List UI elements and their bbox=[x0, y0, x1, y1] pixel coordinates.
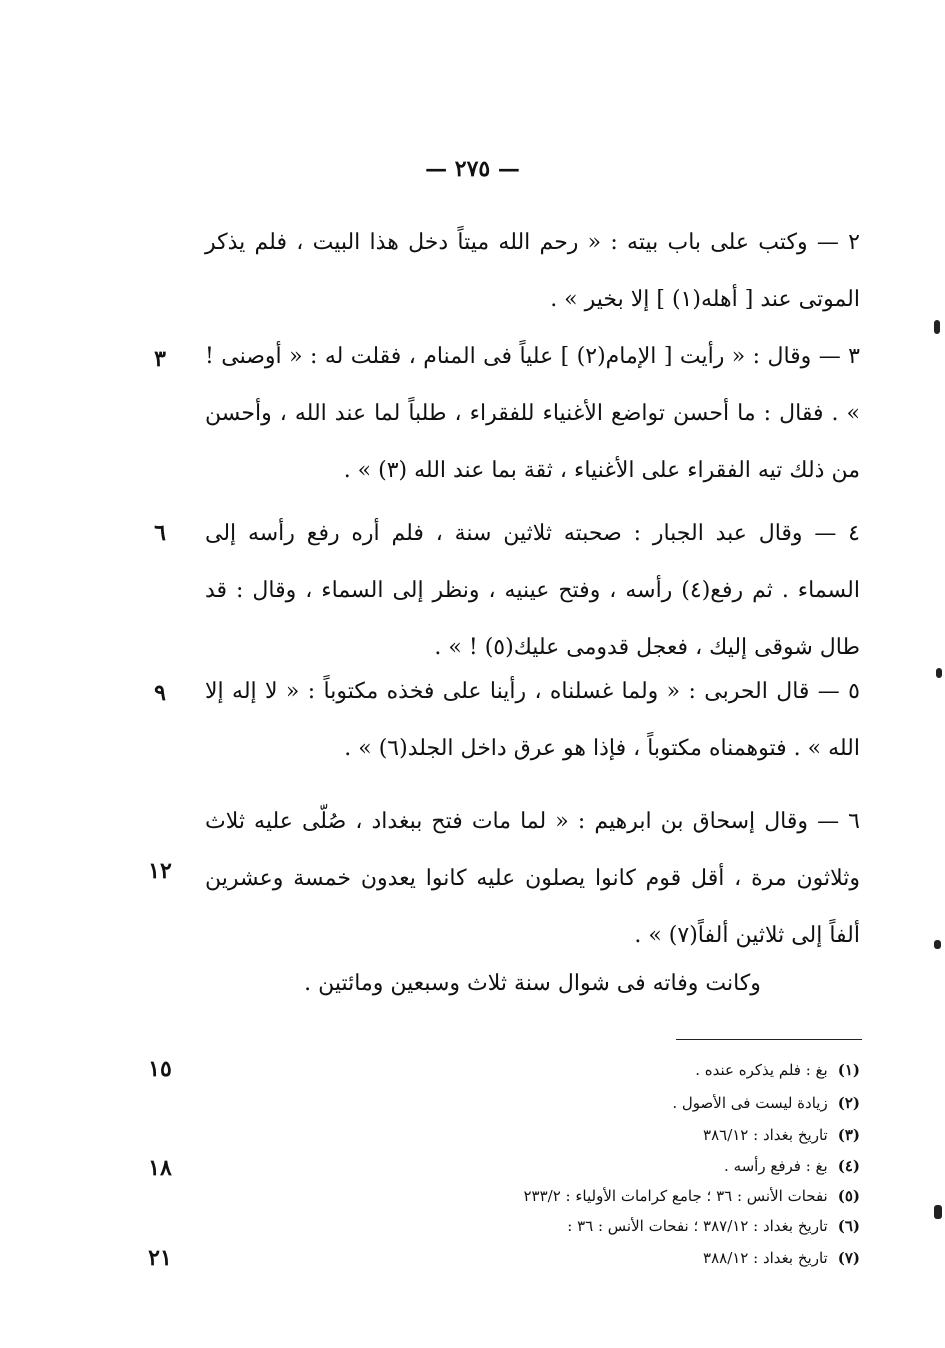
footnote-number: (٢) bbox=[837, 1094, 860, 1112]
page-number: — ٢٧٥ — bbox=[425, 156, 520, 182]
line-number-12: ١٢ bbox=[148, 858, 172, 884]
line-number-21: ٢١ bbox=[148, 1245, 172, 1271]
paragraph-6: ٦ — وقال إسحاق بن ابرهيم : « لما مات فتح ببغداد ، صُلّى عليه ثلاث وثلاثون مرة ، أقل قوم كانوا يصلون عليه كانوا يعدون خمسة وعشرين ألفاً إلى ثلاثين ألفاً(٧) » . bbox=[205, 809, 860, 948]
footnote-number: (٥) bbox=[837, 1187, 860, 1205]
footnote-text: نفحات الأنس : ٣٦ ؛ جامع كرامات الأولياء : ٢٣٣/٢ bbox=[523, 1187, 828, 1205]
footnote-7 bbox=[300, 1243, 860, 1273]
paragraph-3: ٣ — وقال : « رأيت [ الإمام(٢) ] علياً فى المنام ، فقلت له : « أوصنى ! » . فقال : ما أحسن تواضع الأغنياء للفقراء ، طلباً لما عند الله ، وأحسن من ذلك تيه الفقراء على الأغنياء ، ثقة بما عند الله (٣) » . bbox=[205, 344, 860, 483]
footnote-text: تاريخ بغداد : ٣٨٧/١٢ ؛ نفحات الأنس : ٣٦ : bbox=[567, 1217, 828, 1235]
footnote-text: بغ : فلم يذكره عنده . bbox=[695, 1061, 828, 1079]
footnote-5 bbox=[300, 1181, 860, 1211]
scan-speck bbox=[934, 940, 941, 949]
paragraph-2: ٢ — وكتب على باب بيته : « رحم الله ميتاً دخل هذا البيت ، فلم يذكر الموتى عند [ أهله(١) ] إلا بخير » . bbox=[205, 230, 860, 312]
line-number-18: ١٨ bbox=[148, 1155, 172, 1181]
footnote-number: (١) bbox=[837, 1061, 860, 1079]
footnote-4 bbox=[300, 1151, 860, 1181]
scan-speck bbox=[934, 320, 940, 334]
line-number-6: ٦ bbox=[154, 520, 166, 546]
footnote-number: (٦) bbox=[837, 1217, 860, 1235]
footnote-text: زيادة ليست فى الأصول . bbox=[672, 1094, 828, 1112]
footnote-text: بغ : فرفع رأسه . bbox=[724, 1157, 828, 1175]
scan-speck bbox=[934, 1205, 942, 1219]
footnote-2 bbox=[300, 1088, 860, 1118]
footnote-number: (٤) bbox=[837, 1157, 860, 1175]
paragraph-5: ٥ — قال الحربى : « ولما غسلناه ، رأينا على فخذه مكتوباً : « لا إله إلا الله » . فتوهمناه مكتوباً ، فإذا هو عرق داخل الجلد(٦) » . bbox=[205, 679, 860, 761]
footnote-number: (٧) bbox=[837, 1249, 860, 1267]
line-number-3: ٣ bbox=[154, 346, 166, 372]
footnote-6 bbox=[300, 1211, 860, 1241]
closing-line: وكانت وفاته فى شوال سنة ثلاث وسبعين ومائتين . bbox=[304, 971, 761, 996]
footnote-text: تاريخ بغداد : ٣٨٨/١٢ bbox=[703, 1249, 828, 1267]
scan-speck bbox=[936, 668, 942, 678]
footnote-number: (٣) bbox=[837, 1126, 860, 1144]
footnote-1 bbox=[300, 1055, 860, 1085]
footnote-3 bbox=[300, 1120, 860, 1150]
footnote-text: تاريخ بغداد : ٣٨٦/١٢ bbox=[703, 1126, 828, 1144]
paragraph-4: ٤ — وقال عبد الجبار : صحبته ثلاثين سنة ، فلم أره رفع رأسه إلى السماء . ثم رفع(٤) رأسه ، وفتح عينيه ، ونظر إلى السماء ، وقال : قد طال شوقى إليك ، فعجل قدومى عليك(٥) ! » . bbox=[205, 521, 860, 660]
line-number-15: ١٥ bbox=[148, 1056, 172, 1082]
line-number-9: ٩ bbox=[154, 680, 166, 706]
footnote-divider bbox=[676, 1039, 862, 1040]
